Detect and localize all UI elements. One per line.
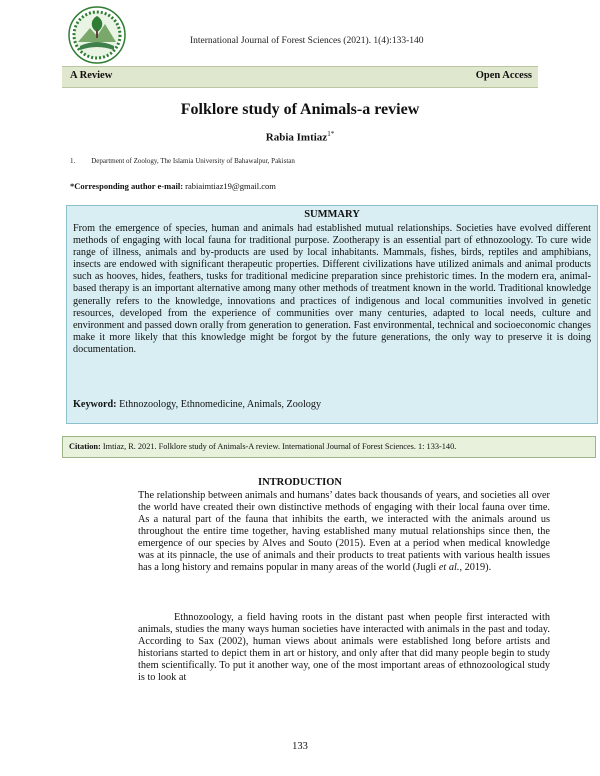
corresponding-email — [70, 181, 276, 191]
summary-box — [66, 205, 598, 424]
author-marks: 1* — [327, 130, 335, 138]
email-address[interactable]: rabiaimtiaz19@gmail.com — [185, 181, 276, 191]
introduction-paragraph-1 — [138, 490, 550, 574]
et-al: et al. — [438, 562, 460, 574]
article-type-bar — [62, 66, 538, 88]
paragraph-1-end: , 2019). — [459, 562, 492, 574]
citation-label: Citation: — [69, 442, 101, 451]
author-name: Rabia Imtiaz — [265, 131, 328, 144]
introduction-heading: INTRODUCTION — [257, 477, 342, 488]
keywords-label: Keyword: — [73, 399, 117, 410]
keywords-line — [73, 399, 591, 411]
article-title: Folklore study of Animals-a review — [180, 101, 420, 118]
affiliation-text: Department of Zoology, The Islamia University of Bahawalpur, Pakistan — [91, 157, 295, 165]
citation-text: Imtiaz, R. 2021. Folklore study of Animals-A review. International Journal of Forest Sciences. 1: 133-140. — [102, 442, 457, 451]
page-number: 133 — [292, 741, 308, 752]
keywords-text: Ethnozoology, Ethnomedicine, Animals, Zoology — [119, 399, 322, 410]
summary-heading: SUMMARY — [304, 209, 360, 220]
summary-text: From the emergence of species, human and animals had established mutual relationships. Societies have evolved different methods of engaging with local fauna for traditional purpose. Zootherapy is an essential part of ethnozoology. To cure wide range of illness, animals and by-products are used by local inhabitants. Mammals, fishes, birds, reptiles and amphibians, insects are endowed with significant therapeutic properties. Different civilizations have utilized animals and animal products such as hooves, hides, feathers, tusks for traditional medicine preparation since prehistoric times. In the modern era, animal-based therapy is an important alternative among many other methods of treatment known in the world. Traditional knowledge generally refers to the knowledge, innovations and practices of indigenous and local communities involved in genetic resources, developed from the experience of communities over many centuries, adapted to local needs, culture and environment and passed down orally from generation to generation. Fast environmental, technical and socioeconomic changes make it more likely that this knowledge might be forgot by the future generations, the only way to preserve it is doing documentation. — [73, 223, 591, 355]
journal-citation-header: International Journal of Forest Sciences (2021). 1(4):133-140 — [190, 36, 424, 46]
citation-line — [69, 442, 456, 451]
email-label: *Corresponding author e-mail: — [70, 181, 184, 191]
journal-logo — [68, 6, 126, 64]
affiliation — [70, 157, 295, 165]
affiliation-number: 1. — [70, 157, 76, 165]
open-access-label: Open Access — [475, 70, 532, 81]
introduction-paragraph-2: Ethnozoology, a field having roots in the distant past when people first interacted with animals, studies the many ways human societies have interacted with animals in the past and today. According to Sax (2002), human views about animals were established long before artists and historians started to depict them in art or history, and only after that did many people begin to study them scientifically. To put it another way, one of the most important areas of ethnozoological study is to look at — [138, 612, 550, 684]
author-line — [0, 130, 600, 144]
article-type-label: A Review — [70, 70, 113, 81]
citation-box — [62, 436, 596, 458]
paragraph-1-main: The relationship between animals and humans’ dates back thousands of years, and societies all over the world have created their own distinctive methods of engaging with their local fauna over time. As a natural part of the fauna that inhibits the earth, we interacted with the animals around us throughout the entire time together, having established many mutual relationships since then, the emergence of our species by Alves and Souto (2015). Even at a period when medical knowledge was at its pinnacle, the use of animals and their products to treat patients with various health issues has a long history and remains popular in many areas of the world (Jugli — [138, 490, 550, 574]
